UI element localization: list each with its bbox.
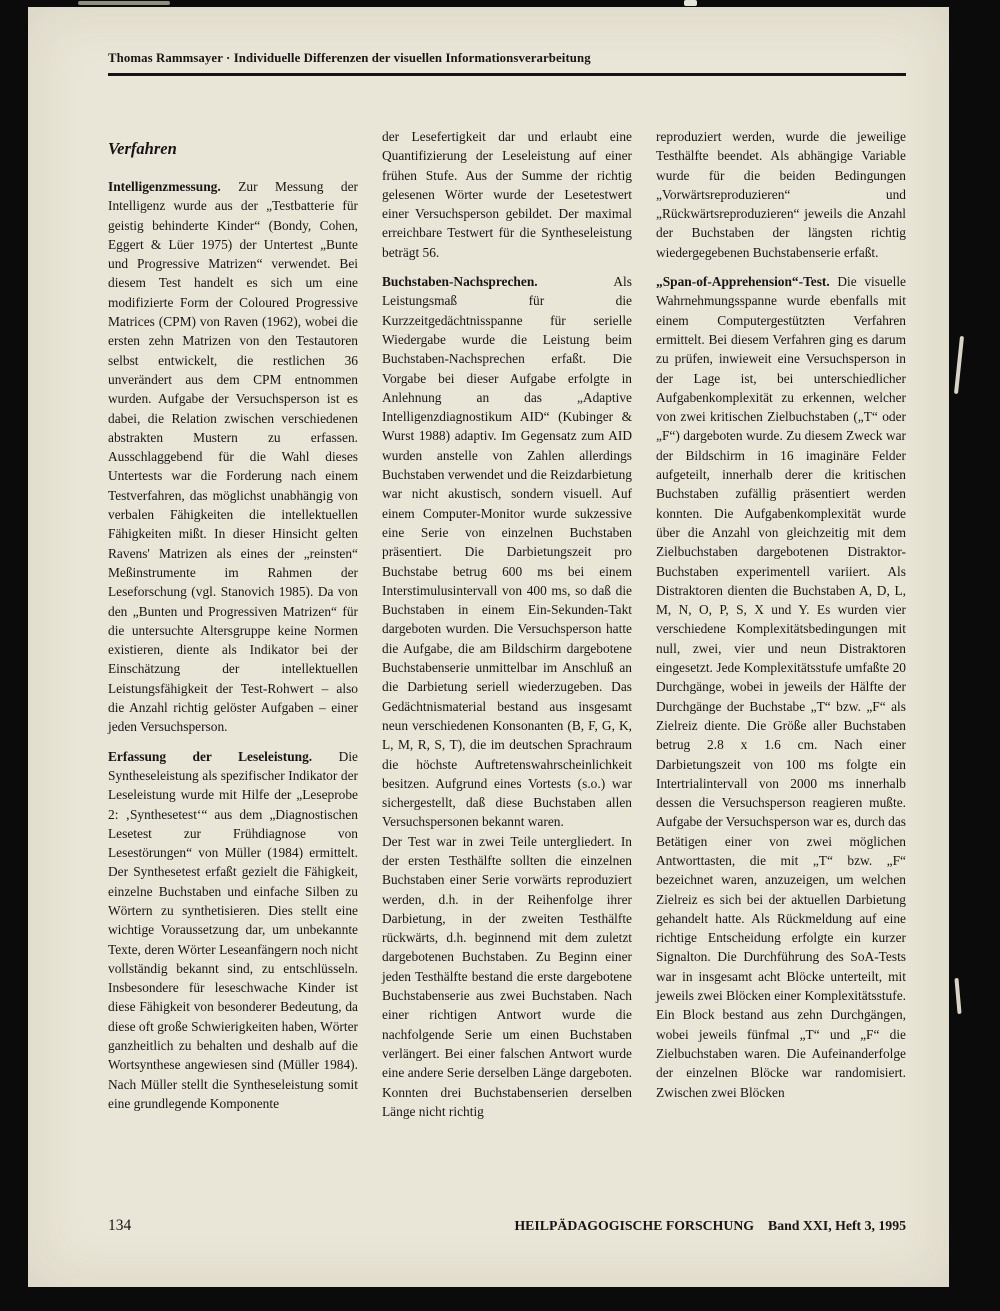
column-2 bbox=[382, 127, 632, 1121]
paragraph-text: Als Leistungsmaß für die Kurzzeitgedächtnisspanne für serielle Wiedergabe wurde die Leistung beim Buchstaben-Nachsprechen erfaßt. Die Vorgabe bei dieser Aufgabe erfolgte in Anlehnung an das „Adaptive Intelligenzdiagnostikum AID“ (Kubinger & Wurst 1988) adaptiv. Im Gegensatz zum AID wurden anstelle von Zahlen allerdings Buchstaben verwendet und die Reizdarbietung war nicht akustisch, sondern visuell. Auf einem Computer-Monitor wurde sukzessive eine Serie von einzelnen Buchstaben präsentiert. Die Darbietungszeit pro Buchstabe betrug 600 ms bei einem Interstimulusintervall von 400 ms, so daß die Buchstaben in einem Ein-Sekunden-Takt dargeboten wurden. Die Versuchsperson hatte die Aufgabe, die am Bildschirm dargebotene Buchstabenserie unmittelbar im Anschluß an die Darbietung seriell wiederzugeben. Das Gedächtnismaterial bestand aus insgesamt neun verschiedenen Konsonanten (B, F, G, K, L, M, R, S, T), die im deutschen Sprachraum die höchste Auftretenswahrscheinlichkeit besitzen. Aufgrund eines Vortests (s.o.) war sichergestellt, daß diese Buchstaben allen Versuchspersonen bekannt waren. bbox=[382, 274, 632, 830]
scan-artifact bbox=[78, 1, 170, 5]
paragraph-intelligenzmessung bbox=[108, 177, 358, 737]
page-footer bbox=[108, 1217, 906, 1235]
journal-info bbox=[514, 1218, 906, 1234]
paragraph-erfassung-leseleistung bbox=[108, 747, 358, 1114]
scan-artifact bbox=[684, 0, 697, 6]
paragraph-span-of-apprehension bbox=[656, 272, 906, 1102]
header-rule bbox=[108, 73, 906, 76]
journal-issue: Band XXI, Heft 3, 1995 bbox=[768, 1218, 906, 1233]
paper bbox=[28, 7, 949, 1287]
paragraph-lead: Intelligenzmessung. bbox=[108, 179, 221, 194]
column-1 bbox=[108, 127, 358, 1121]
column-3 bbox=[656, 127, 906, 1121]
paragraph-leseleistung-fortsetzung: der Lesefertigkeit dar und erlaubt eine Quantifizierung der Leseleistung auf einer frühen Stufe. Aus der Summe der richtig gelesenen Wörter wurde der Lesetestwert einer Versuchsperson gebildet. Der maximal erreichbare Testwert für die Syntheseleistung beträgt 56. bbox=[382, 129, 632, 260]
page-number: 134 bbox=[108, 1217, 132, 1234]
paragraph-text: Die visuelle Wahrnehmungsspanne wurde ebenfalls mit einem Computergestützten Verfahren ermittelt. Bei diesem Verfahren ging es darum zu prüfen, inwieweit eine Versuchsperson in der Lage ist, bei unterschiedlicher Aufgabenkomplexität zu erkennen, welcher von zwei kritischen Zielbuchstaben („T“ oder „F“) dargeboten wurde. Zu diesem Zweck war der Bildschirm in 16 imaginäre Felder aufgeteilt, innerhalb derer die kritischen Buchstaben zufällig präsentiert werden konnten. Die Aufgabenkomplexität wurde über die Anzahl von gleichzeitig mit dem Zielbuchstaben dargebotenen Distraktor-Buchstaben experimentell variiert. Als Distraktoren dienten die Buchstaben A, D, L, M, N, O, P, S, X und Y. Es wurden vier verschiedene Komplexitätsbedingungen mit null, zwei, vier und neun Distraktoren eingesetzt. Jede Komplexitätsstufe umfaßte 20 Durchgänge, wobei in jeweils der Hälfte der Durchgänge der Buchstabe „T“ bzw. „F“ als Zielreiz diente. Die Größe aller Buchstaben betrug 2.8 x 1.6 cm. Nach einer Darbietungszeit von 100 ms folgte ein Intertrialintervall von 2000 ms innerhalb dessen die Versuchsperson reagieren mußte. Aufgabe der Versuchsperson war es, durch das Betätigen einer von zwei möglichen Antworttasten, die mit „T“ bzw. „F“ bezeichnet waren, anzuzeigen, um welchen Zielreiz es sich bei der aktuellen Darbietung gehandelt hatte. Als Rückmeldung auf eine richtige Entscheidung erfolgte ein kurzer Signalton. Die Durchführung des SoA-Tests war in insgesamt acht Blöcke unterteilt, mit jeweils zwei Blöcken einer Komplexitätsstufe. Ein Block bestand aus zehn Durchgängen, wobei jeweils fünfmal „T“ und „F“ die Zielbuchstaben waren. Die Aufeinanderfolge der einzelnen Blöcke war randomisiert. Zwischen zwei Blöcken bbox=[656, 274, 907, 1100]
journal-name: HEILPÄDAGOGISCHE FORSCHUNG bbox=[514, 1218, 755, 1233]
paragraph-lead: „Span-of-Apprehension“-Test. bbox=[656, 274, 830, 290]
paragraph-buchstaben-nachsprechen bbox=[382, 272, 632, 832]
section-heading-verfahren: Verfahren bbox=[108, 139, 177, 158]
paragraph-lead: Buchstaben-Nachsprechen. bbox=[382, 274, 538, 290]
paragraph-text: Die Syntheseleistung als spezifischer Indikator der Leseleistung wurde mit Hilfe der „Leseprobe 2: ‚Synthesetest‘“ aus dem „Diagnostischen Lesetest zur Frühdiagnose von Lesestörungen“ von Müller (1984) ermittelt. Der Synthesetest erfaßt gezielt die Fähigkeit, einzelne Buchstaben und einfache Silben zu Wörtern zu synthetisieren. Dies stellt eine wichtige Voraussetzung dar, um unbekannte Texte, deren Wörter Leseanfängern noch nicht vollständig bekannt sind, zu entschlüsseln. Insbesondere für leseschwache Kinder ist diese Fähigkeit von besonderer Bedeutung, da diese oft große Schwierigkeiten haben, Wörter ganzheitlich zu behalten und deshalb auf die Wortsynthese angewiesen sind (Müller 1984). Nach Müller stellt die Syntheseleistung somit eine grundlegende Komponente bbox=[108, 748, 358, 1111]
scan-artifact bbox=[954, 336, 964, 394]
paragraph-nachsprechen-fortsetzung: reproduziert werden, wurde die jeweilige Testhälfte beendet. Als abhängige Variable wurde für die beiden Bedingungen „Vorwärtsreproduzieren“ und „Rückwärtsreproduzieren“ jeweils die Anzahl der Buchstaben der längsten richtig wiedergegebenen Buchstabenserie erfaßt. bbox=[656, 129, 906, 260]
paragraph-test-zwei-teile: Der Test war in zwei Teile untergliedert. In der ersten Testhälfte sollten die einzelnen Buchstaben einer Serie vorwärts reproduziert werden, d.h. in der Reihenfolge ihrer Darbietung, in der zweiten Testhälfte rückwärts, d.h. beginnend mit dem zuletzt dargebotenen Buchstaben. Zu Beginn einer jeden Testhälfte bestand die erste dargebotene Buchstabenserie aus zwei Buchstaben. Nach einer richtigen Antwort wurde die nachfolgende Serie um einen Buchstaben verlängert. Bei einer falschen Antwort wurde eine andere Serie derselben Länge dargeboten. Konnten drei Buchstabenserien derselben Länge nicht richtig bbox=[382, 833, 632, 1119]
running-header-text: Thomas Rammsayer · Individuelle Differenzen der visuellen Informationsverarbeitung bbox=[108, 51, 591, 65]
paragraph-lead: Erfassung der Leseleistung. bbox=[108, 748, 313, 764]
scan-artifact bbox=[954, 978, 961, 1014]
running-header bbox=[108, 51, 906, 76]
article-columns bbox=[108, 127, 906, 1121]
paragraph-text: Zur Messung der Intelligenz wurde aus der „Testbatterie für geistig behinderte Kinder“ (Bondy, Cohen, Eggert & Lüer 1975) der Untertest „Bunte und Progressive Matrizen“ verwendet. Bei diesem Test handelt es sich um eine modifizierte Form der Coloured Progressive Matrices (CPM) von Raven (1962), wobei die ersten zehn Matrizen von den Testautoren selbst entwickelt, die restlichen 36 unverändert aus dem CPM entnommen wurden. Aufgabe der Versuchsperson ist es dabei, die Relation zwischen verschiedenen abstrakten Mustern zu erfassen. Ausschlaggebend für die Wahl dieses Untertests war die Forderung nach einem Testverfahren, das möglichst unabhängig von verbalen Fähigkeiten die intellektuellen Fähigkeiten mißt. In dieser Hinsicht gelten Ravens' Matrizen als eines der „reinsten“ Meßinstrumente im Rahmen der Leseforschung (vgl. Stanovich 1985). Da von den „Bunten und Progressiven Matrizen“ für die untersuchte Altersgruppe keine Normen existieren, diente als Indikator bei der Einschätzung der intellektuellen Leistungsfähigkeit der Test-Rohwert – also die Anzahl richtig gelöster Aufgaben – einer jeden Versuchsperson. bbox=[108, 179, 358, 735]
